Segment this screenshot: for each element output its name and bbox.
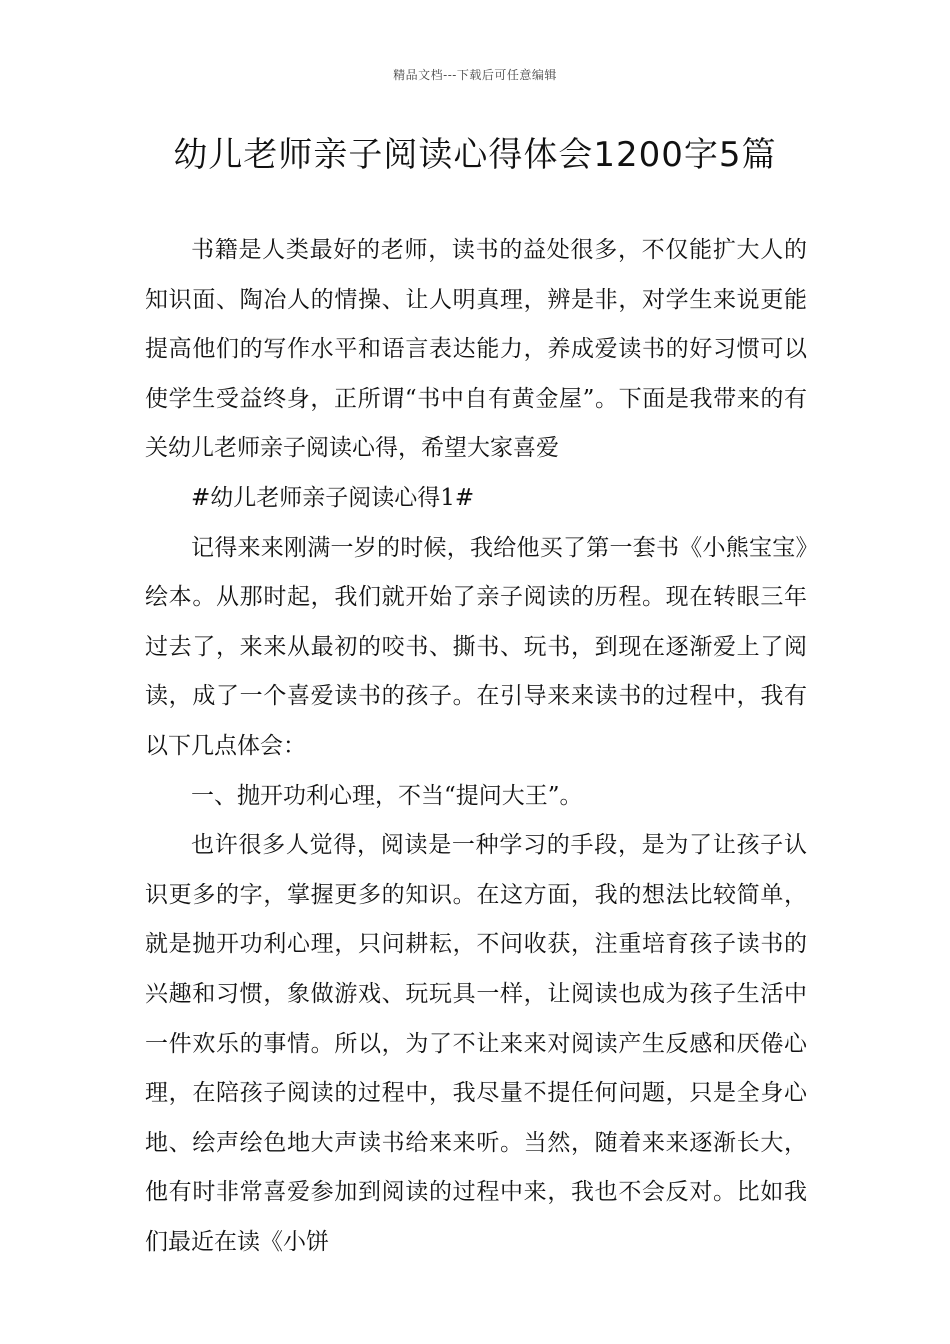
paragraph-intro: 书籍是人类最好的老师，读书的益处很多，不仅能扩大人的知识面、陶冶人的情操、让人明真理，辨是非，对学生来说更能提高他们的写作水平和语言表达能力，养成爱读书的好习惯可以使学生受益终身，正所谓“书中自有黄金屋”。下面是我带来的有关幼儿老师亲子阅读心得，希望大家喜爱 [145,237,807,462]
paragraph: 也许很多人觉得，阅读是一种学习的手段，是为了让孩子认识更多的字，掌握更多的知识。在这方面，我的想法比较简单，就是抛开功利心理，只问耕耘，不问收获，注重培育孩子读书的兴趣和习惯，象做游戏、玩玩具一样，让阅读也成为孩子生活中一件欢乐的事情。所以，为了不让来来对阅读产生反感和厌倦心理，在陪孩子阅读的过程中，我尽量不提任何问题，只是全身心地、绘声绘色地大声读书给来来听。当然，随着来来逐渐长大，他有时非常喜爱参加到阅读的过程中来，我也不会反对。比如我们最近在读《小饼 [145,832,807,1255]
document-body [145,226,807,1267]
header-note: 精品文档---下载后可任意编辑 [393,68,557,82]
paragraph: 记得来来刚满一岁的时候，我给他买了第一套书《小熊宝宝》绘本。从那时起，我们就开始了亲子阅读的历程。现在转眼三年过去了，来来从最初的咬书、撕书、玩书，到现在逐渐爱上了阅读，成了一个喜爱读书的孩子。在引导来来读书的过程中，我有以下几点体会： [145,534,807,759]
section-heading: #幼儿老师亲子阅读心得1# [191,484,475,511]
subheading: 一、抛开功利心理，不当“提问大王”。 [191,782,583,809]
document-title: 幼儿老师亲子阅读心得体会1200字5篇 [173,135,777,175]
